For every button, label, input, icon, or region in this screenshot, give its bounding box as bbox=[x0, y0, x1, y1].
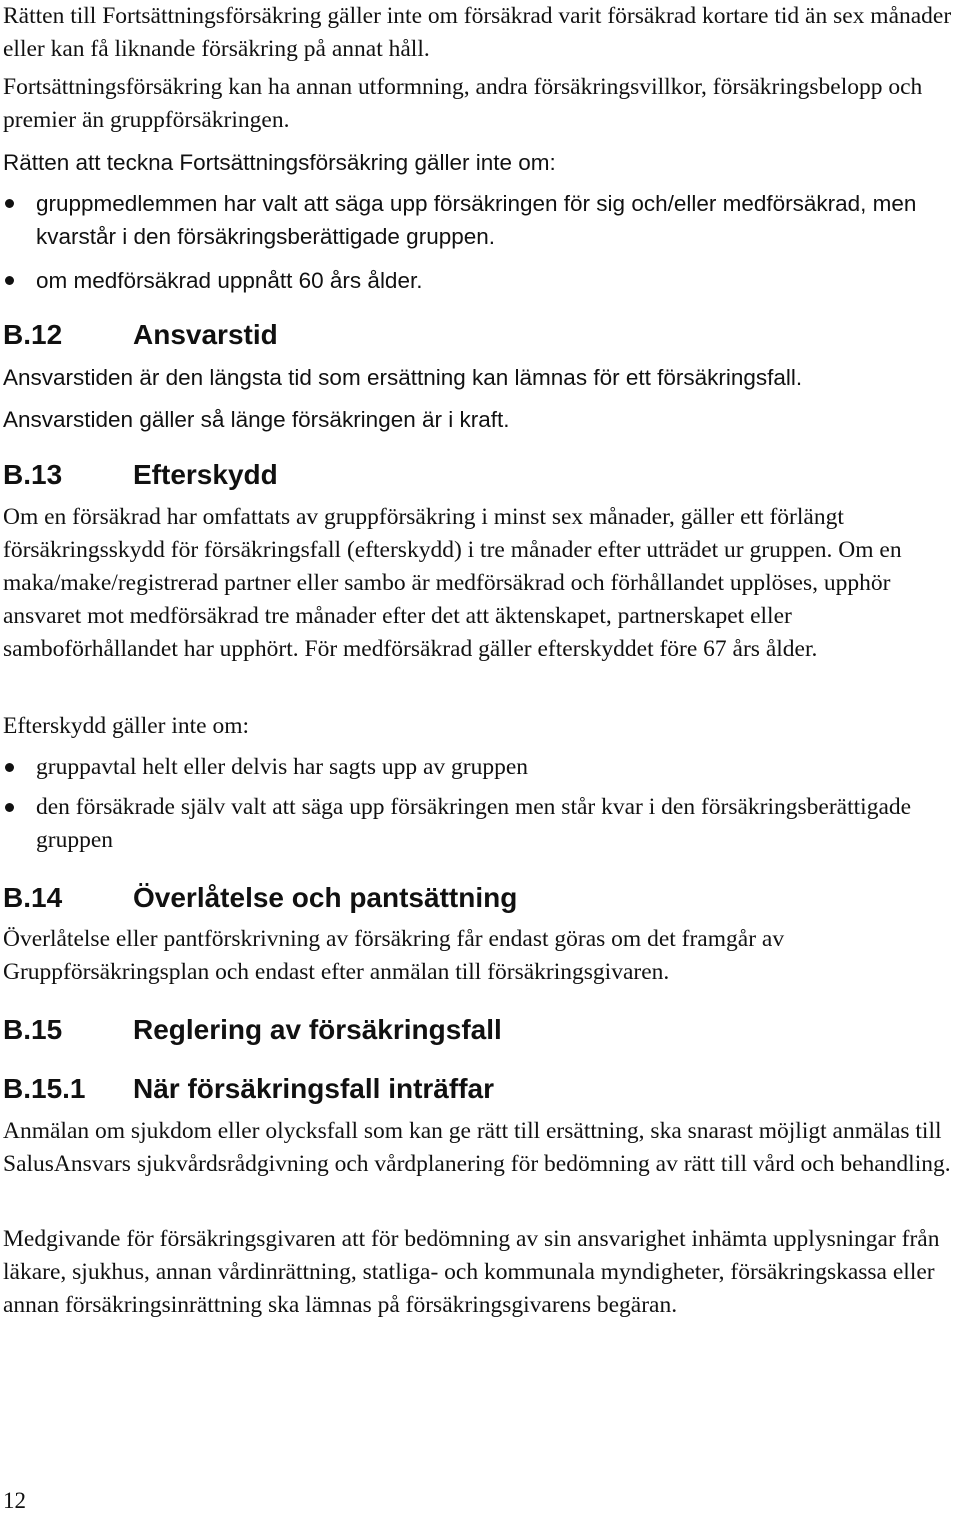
list-item-text: gruppavtal helt eller delvis har sagts upp av gruppen bbox=[36, 754, 529, 780]
section-number: B.15.1 bbox=[3, 1073, 86, 1104]
section-number: B.14 bbox=[3, 882, 63, 913]
list-item bbox=[3, 187, 957, 253]
section-title: Överlåtelse och pantsättning bbox=[133, 882, 518, 913]
section-title: Efterskydd bbox=[133, 459, 278, 490]
list-item bbox=[3, 264, 957, 297]
bullet-icon bbox=[5, 803, 14, 812]
section-heading-b15 bbox=[3, 1012, 957, 1048]
list-item-text: om medförsäkrad uppnått 60 års ålder. bbox=[36, 268, 423, 293]
bullet-icon bbox=[5, 276, 14, 285]
intro-paragraph-eligibility: Rätten till Fortsättningsförsäkring gäller inte om försäkrad varit försäkrad kortare tid än sex månader eller kan få liknande försäkring på annat håll. bbox=[3, 3, 952, 62]
section-heading-b13 bbox=[3, 457, 957, 493]
intro-exclusion-lead: Rätten att teckna Fortsättningsförsäkring gäller inte om: bbox=[3, 150, 556, 175]
b151-paragraph-notification: Anmälan om sjukdom eller olycksfall som kan ge rätt till ersättning, ska snarast möjligt anmälas till SalusAnsvars sjukvårdsrådgivning och vårdplanering för bedömning av rätt till vård och behandling. bbox=[3, 1118, 951, 1177]
list-item bbox=[3, 751, 957, 784]
section-heading-b14 bbox=[3, 880, 957, 916]
list-item bbox=[3, 791, 957, 857]
b12-paragraph-validity: Ansvarstiden gäller så länge försäkringen är i kraft. bbox=[3, 407, 510, 432]
intro-paragraph-form: Fortsättningsförsäkring kan ha annan utformning, andra försäkringsvillkor, försäkringsbelopp och premier än gruppförsäkringen. bbox=[3, 74, 923, 133]
section-number: B.15 bbox=[3, 1014, 63, 1045]
section-heading-b12 bbox=[3, 317, 957, 353]
section-title: När försäkringsfall inträffar bbox=[133, 1073, 494, 1104]
b14-paragraph-assignment: Överlåtelse eller pantförskrivning av försäkring får endast göras om det framgår av Gruppförsäkringsplan och endast efter anmälan till försäkringsgivaren. bbox=[3, 926, 785, 985]
b12-paragraph-definition: Ansvarstiden är den längsta tid som ersättning kan lämnas för ett försäkringsfall. bbox=[3, 365, 803, 390]
page-number: 12 bbox=[3, 1488, 26, 1513]
section-number: B.12 bbox=[3, 319, 63, 350]
bullet-icon bbox=[5, 763, 14, 772]
list-item-text: den försäkrade själv valt att säga upp försäkringen men står kvar i den försäkringsberättigade gruppen bbox=[36, 794, 912, 853]
b151-paragraph-consent: Medgivande för försäkringsgivaren att för bedömning av sin ansvarighet inhämta upplysningar från läkare, sjukhus, annan vårdinrättning, statliga- och kommunala myndigheter, försäkringskassa eller annan försäkringsinrättning ska lämnas på försäkringsgivarens begäran. bbox=[3, 1226, 940, 1318]
b13-paragraph-extended-cover: Om en försäkrad har omfattats av gruppförsäkring i minst sex månader, gäller ett förlängt försäkringsskydd för försäkringsfall (efterskydd) i tre månader efter utträdet ur gruppen. Om en maka/make/registrerad partner eller sambo är medförsäkrad och förhållandet upplöses, upphör ansvaret mot medförsäkrad tre månader efter det att äktenskapet, partnerskapet eller samboförhållandet har upphört. För medförsäkrad gäller efterskyddet före 67 års ålder. bbox=[3, 504, 902, 662]
bullet-icon bbox=[5, 199, 14, 208]
b13-exclusion-lead: Efterskydd gäller inte om: bbox=[3, 713, 250, 739]
section-title: Reglering av försäkringsfall bbox=[133, 1014, 502, 1045]
section-number: B.13 bbox=[3, 459, 63, 490]
section-heading-b151 bbox=[3, 1071, 957, 1107]
section-title: Ansvarstid bbox=[133, 319, 278, 350]
list-item-text: gruppmedlemmen har valt att säga upp försäkringen för sig och/eller medförsäkrad, men kvarstår i den försäkringsberättigade gruppen. bbox=[36, 191, 917, 249]
